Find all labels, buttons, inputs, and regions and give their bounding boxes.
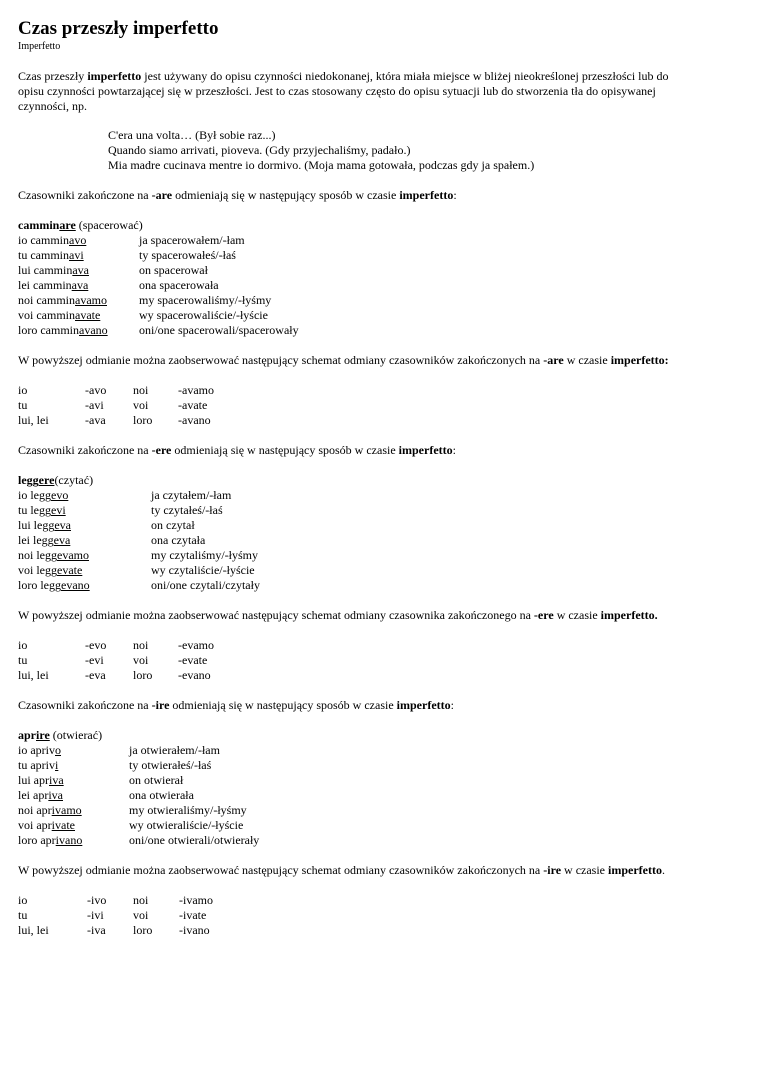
conjugated-form: loro leggevano — [18, 578, 90, 592]
section-intro: Czasowniki zakończone na -are odmieniają się w następujący sposób w czasie imperfetto: — [18, 188, 457, 202]
pronoun: loro — [133, 668, 153, 682]
conjugated-form: io camminavo — [18, 233, 87, 247]
table-row — [18, 323, 299, 338]
ending: -avate — [178, 398, 208, 412]
translation: oni/one czytali/czytały — [151, 578, 260, 592]
pronoun: voi — [133, 653, 149, 667]
translation: on czytał — [151, 518, 195, 532]
section-ere — [18, 443, 742, 683]
table-row — [18, 263, 299, 278]
translation: my otwieraliśmy/-łyśmy — [129, 803, 247, 817]
table-row — [18, 383, 214, 398]
pronoun: noi — [133, 893, 149, 907]
translation: ty czytałeś/-łaś — [151, 503, 223, 517]
schema-sentence: W powyższej odmianie można zaobserwować następujący schemat odmiany czasowników zakończonych na -ire w czasie imperfetto. — [18, 863, 665, 877]
conjugation-table — [18, 488, 260, 593]
table-row — [18, 518, 260, 533]
conjugated-form: noi aprivamo — [18, 803, 82, 817]
table-row — [18, 248, 299, 263]
example-line: Mia madre cucinava mentre io dormivo. (Moja mama gotowała, podczas gdy ja spałem.) — [108, 158, 535, 172]
table-row — [18, 578, 260, 593]
ending: -ivano — [179, 923, 210, 937]
translation: ona spacerowała — [139, 278, 219, 292]
conjugation-table — [18, 743, 259, 848]
translation: my czytaliśmy/-łyśmy — [151, 548, 258, 562]
ending-pattern-table — [18, 638, 214, 683]
conjugated-form: lui leggeva — [18, 518, 71, 532]
schema-sentence: W powyższej odmianie można zaobserwować następujący schemat odmiany czasowników zakończonych na -are w czasie imperfetto: — [18, 353, 669, 367]
translation: my spacerowaliśmy/-łyśmy — [139, 293, 272, 307]
ending: -evamo — [178, 638, 214, 652]
pronoun: tu — [18, 653, 28, 667]
section-ire — [18, 698, 742, 938]
table-row — [18, 743, 259, 758]
ending: -avamo — [178, 383, 214, 397]
table-row — [18, 653, 214, 668]
section-are — [18, 188, 742, 428]
ending-pattern-table — [18, 383, 214, 428]
translation: ja otwierałem/-łam — [129, 743, 220, 757]
table-row — [18, 533, 260, 548]
table-row — [18, 308, 299, 323]
ending: -ava — [85, 413, 106, 427]
table-row — [18, 293, 299, 308]
ending: -avo — [85, 383, 107, 397]
ending: -evi — [85, 653, 104, 667]
table-row — [18, 773, 259, 788]
pronoun: lui, lei — [18, 413, 49, 427]
section-intro: Czasowniki zakończone na -ere odmieniają się w następujący sposób w czasie imperfetto: — [18, 443, 456, 457]
pronoun: io — [18, 383, 28, 397]
conjugated-form: noi leggevamo — [18, 548, 90, 562]
pronoun: lui, lei — [18, 923, 49, 937]
pronoun: lui, lei — [18, 668, 49, 682]
conjugation-table — [18, 233, 299, 338]
conjugated-form: lei apriva — [18, 788, 63, 802]
conjugated-form: loro aprivano — [18, 833, 83, 847]
conjugated-form: lei leggeva — [18, 533, 71, 547]
example-sentences — [108, 128, 742, 173]
conjugated-form: lui camminava — [18, 263, 89, 277]
verb-heading: leggere(czytać) — [18, 473, 94, 487]
table-row — [18, 923, 213, 938]
pronoun: io — [18, 638, 28, 652]
ending: -ivi — [87, 908, 104, 922]
translation: ja czytałem/-łam — [151, 488, 232, 502]
translation: wy spacerowaliście/-łyście — [139, 308, 268, 322]
translation: oni/one otwierali/otwierały — [129, 833, 260, 847]
conjugated-form: voi aprivate — [18, 818, 75, 832]
translation: on spacerował — [139, 263, 208, 277]
pronoun: voi — [133, 398, 149, 412]
pronoun: io — [18, 893, 28, 907]
conjugated-form: lei camminava — [18, 278, 89, 292]
example-line: Quando siamo arrivati, pioveva. (Gdy przyjechaliśmy, padało.) — [108, 143, 411, 157]
conjugated-form: voi camminavate — [18, 308, 101, 322]
translation: ona czytała — [151, 533, 206, 547]
conjugated-form: io aprivo — [18, 743, 61, 757]
example-line: C'era una volta… (Był sobie raz...) — [108, 128, 276, 142]
ending: -avi — [85, 398, 104, 412]
table-row — [18, 803, 259, 818]
table-row — [18, 638, 214, 653]
ending: -ivamo — [179, 893, 213, 907]
pronoun: voi — [133, 908, 149, 922]
ending: -evo — [85, 638, 107, 652]
ending: -eva — [85, 668, 106, 682]
conjugated-form: loro camminavano — [18, 323, 108, 337]
table-row — [18, 563, 260, 578]
pronoun: loro — [133, 923, 153, 937]
table-row — [18, 548, 260, 563]
intro-paragraph: Czas przeszły imperfetto jest używany do opisu czynności niedokonanej, która miała miejsce w bliżej nieokreślonej przeszłości lub do opisu czynności powtarzającej się w przeszłości. Jest to czas stosowany często do opisu sytuacji lub do stworzenia tła do opisywanej czynności, np. — [18, 69, 669, 113]
table-row — [18, 233, 299, 248]
verb-heading: camminare (spacerować) — [18, 218, 143, 232]
translation: ty otwierałeś/-łaś — [129, 758, 212, 772]
table-row — [18, 818, 259, 833]
page-subtitle: Imperfetto — [18, 41, 61, 52]
translation: oni/one spacerowali/spacerowały — [139, 323, 299, 337]
table-row — [18, 488, 260, 503]
ending: -ivate — [179, 908, 207, 922]
conjugated-form: lui apriva — [18, 773, 64, 787]
conjugated-form: io leggevo — [18, 488, 69, 502]
conjugated-form: tu leggevi — [18, 503, 66, 517]
ending: -evate — [178, 653, 208, 667]
table-row — [18, 758, 259, 773]
table-row — [18, 398, 214, 413]
pronoun: loro — [133, 413, 153, 427]
translation: on otwierał — [129, 773, 184, 787]
ending: -iva — [87, 923, 106, 937]
table-row — [18, 893, 213, 908]
translation: ty spacerowałeś/-łaś — [139, 248, 236, 262]
page-title: Czas przeszły imperfetto — [18, 18, 219, 39]
pronoun: noi — [133, 383, 149, 397]
translation: ja spacerowałem/-łam — [139, 233, 245, 247]
pronoun: noi — [133, 638, 149, 652]
conjugated-form: voi leggevate — [18, 563, 83, 577]
schema-sentence: W powyższej odmianie można zaobserwować następujący schemat odmiany czasownika zakończonego na -ere w czasie imperfetto. — [18, 608, 658, 622]
table-row — [18, 833, 259, 848]
pronoun: tu — [18, 908, 28, 922]
translation: wy otwieraliście/-łyście — [129, 818, 244, 832]
ending: -avano — [178, 413, 211, 427]
verb-heading: aprire (otwierać) — [18, 728, 103, 742]
table-row — [18, 788, 259, 803]
translation: wy czytaliście/-łyście — [151, 563, 255, 577]
conjugated-form: tu aprivi — [18, 758, 59, 772]
conjugated-form: noi camminavamo — [18, 293, 107, 307]
translation: ona otwierała — [129, 788, 194, 802]
table-row — [18, 668, 214, 683]
table-row — [18, 908, 213, 923]
ending: -ivo — [87, 893, 107, 907]
ending: -evano — [178, 668, 211, 682]
section-intro: Czasowniki zakończone na -ire odmieniają się w następujący sposób w czasie imperfetto: — [18, 698, 454, 712]
ending-pattern-table — [18, 893, 213, 938]
table-row — [18, 278, 299, 293]
pronoun: tu — [18, 398, 28, 412]
conjugated-form: tu camminavi — [18, 248, 84, 262]
table-row — [18, 503, 260, 518]
table-row — [18, 413, 214, 428]
